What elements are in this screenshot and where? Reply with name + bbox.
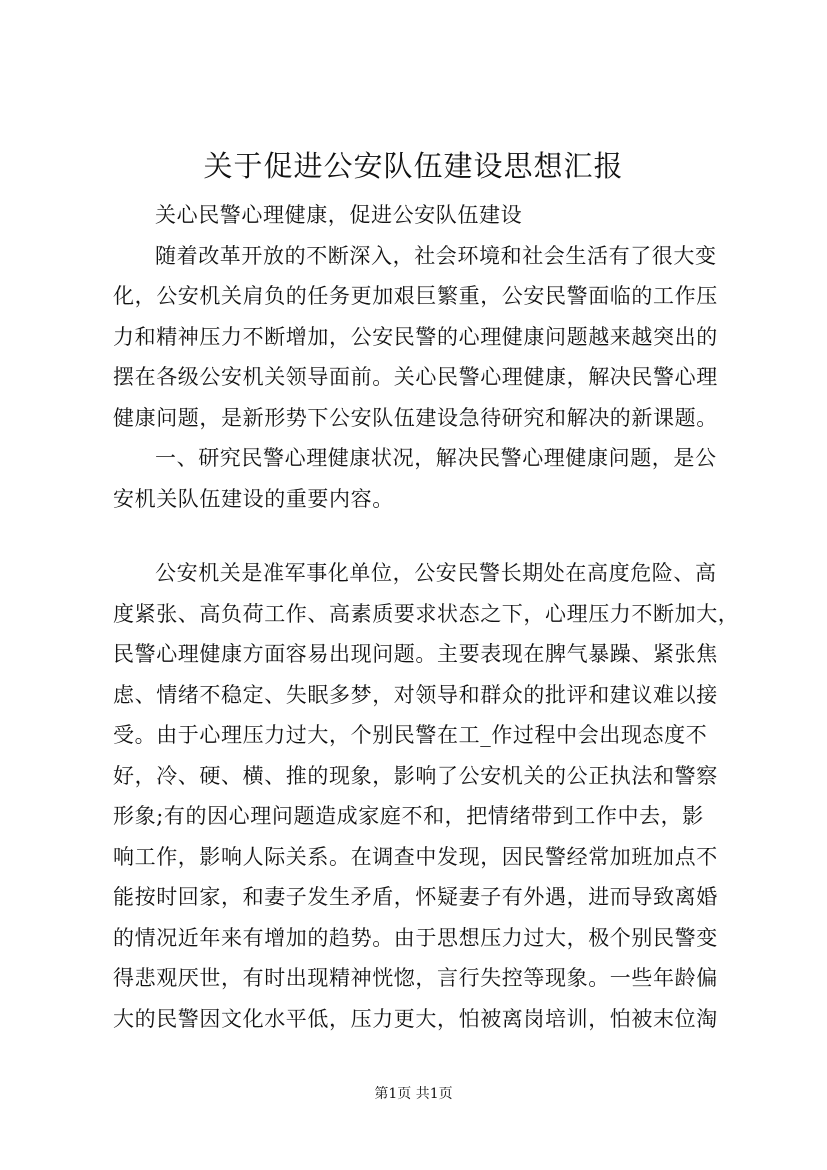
- paragraph-gap: [113, 519, 721, 553]
- paragraph-line: 能按时回家，和妻子发生矛盾，怀疑妻子有外遇，进而导致离婚: [113, 885, 718, 909]
- section-heading-line: 一、研究民警心理健康状况，解决民警心理健康问题，是公: [155, 446, 717, 470]
- paragraph-line: 力和精神压力不断增加，公安民警的心理健康问题越来越突出的: [113, 324, 718, 349]
- paragraph-line: 摆在各级公安机关领导面前。关心民警心理健康，解决民警心理: [113, 365, 718, 389]
- paragraph-line: 形象;有的因心理问题造成家庭不和，把情绪带到工作中去，影: [113, 804, 704, 828]
- paragraph-line: 健康问题，是新形势下公安队伍建设急待研究和解决的新课题。: [113, 405, 718, 430]
- paragraph-line: 公安机关是准军事化单位，公安民警长期处在高度危险、高: [155, 561, 717, 585]
- paragraph-line: 大的民警因文化水平低，压力更大，怕被离岗培训，怕被末位淘: [113, 1006, 718, 1031]
- paragraph-line: 响工作，影响人际关系。在调查中发现，因民警经常加班加点不: [113, 844, 718, 869]
- paragraph-line: 虑、情绪不稳定、失眠多梦，对领导和群众的批评和建议难以接: [113, 682, 718, 707]
- paragraph-line: 受。由于心理压力过大，个别民警在工_作过程中会出现态度不: [113, 723, 708, 747]
- paragraph-line: 随着改革开放的不断深入，社会环境和社会生活有了很大变: [155, 243, 717, 268]
- paragraph-line: 的情况近年来有增加的趋势。由于思想压力过大，极个别民警变: [113, 925, 718, 950]
- document-body: [113, 195, 740, 1039]
- paragraph-line: 化，公安机关肩负的任务更加艰巨繁重，公安民警面临的工作压: [113, 284, 718, 308]
- paragraph-line: 民警心理健康方面容易出现问题。主要表现在脾气暴躁、紧张焦: [113, 642, 718, 666]
- paragraph-line: 度紧张、高负荷工作、高素质要求状态之下，心理压力不断加大，: [113, 601, 740, 626]
- page-number-footer: 第1页 共1页: [374, 1086, 453, 1102]
- paragraph-line: 好，冷、硬、横、推的现象，影响了公安机关的公正执法和警察: [113, 763, 718, 788]
- paragraph-line: 得悲观厌世，有时出现精神恍惚，言行失控等现象。一些年龄偏: [113, 966, 718, 990]
- document-title: 关于促进公安队伍建设思想汇报: [203, 149, 624, 183]
- subtitle-line: 关心民警心理健康，促进公安队伍建设: [155, 203, 523, 227]
- section-heading-line: 安机关队伍建设的重要内容。: [113, 486, 394, 511]
